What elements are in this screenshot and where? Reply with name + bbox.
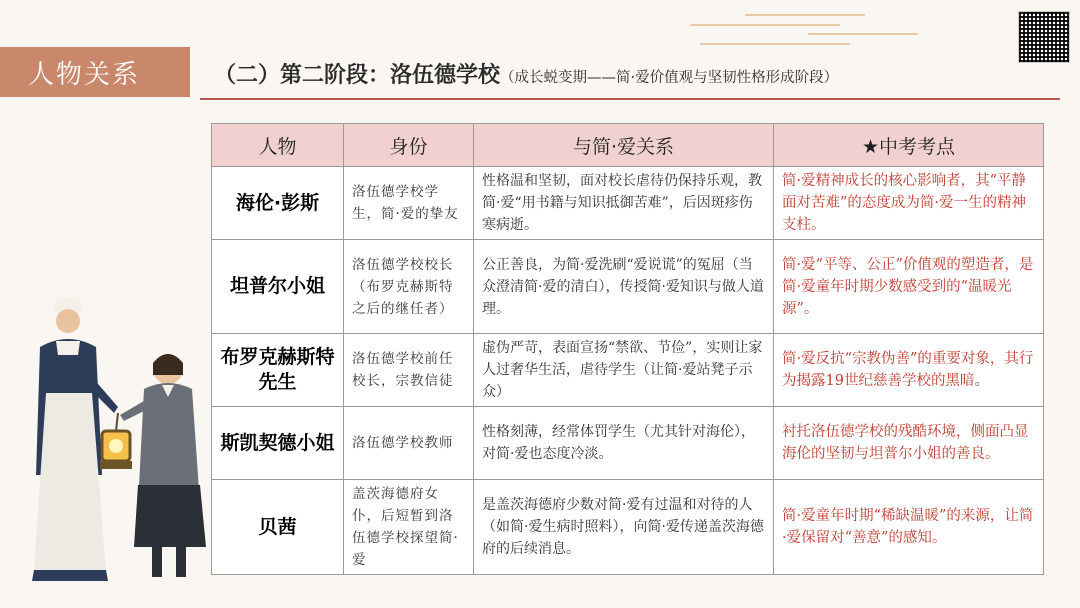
table-header-row	[212, 124, 1044, 167]
decorative-line	[690, 24, 840, 26]
qr-code-icon	[1018, 11, 1070, 63]
character-name: 布罗克赫斯特先生	[212, 334, 344, 407]
character-exam-point: 简·爱反抗“宗教伪善”的重要对象，其行为揭露19世纪慈善学校的黑暗。	[774, 334, 1044, 407]
table-row	[212, 167, 1044, 240]
table-row	[212, 407, 1044, 480]
character-name: 海伦·彭斯	[212, 167, 344, 240]
page-title	[214, 58, 1074, 89]
title-underline	[200, 98, 1060, 100]
character-identity: 盖茨海德府女仆，后短暂到洛伍德学校探望简·爱	[344, 480, 474, 575]
character-identity: 洛伍德学校前任校长，宗教信徒	[344, 334, 474, 407]
character-relation: 公正善良，为简·爱洗刷“爱说谎”的冤屈（当众澄清简·爱的清白），传授简·爱知识与做人道理。	[474, 240, 774, 334]
character-identity: 洛伍德学校学生，简·爱的挚友	[344, 167, 474, 240]
character-exam-point: 简·爱“平等、公正”价值观的塑造者，是简·爱童年时期少数感受到的“温暖光源”。	[774, 240, 1044, 334]
decorative-line	[700, 43, 850, 45]
title-subtitle: （成长蜕变期——简·爱价值观与坚韧性格形成阶段）	[500, 70, 839, 86]
character-name: 坦普尔小姐	[212, 240, 344, 334]
decorative-line	[808, 33, 918, 35]
title-main: （二）第二阶段：洛伍德学校	[214, 63, 501, 88]
character-relation: 性格刻薄，经常体罚学生（尤其针对海伦），对简·爱也态度冷淡。	[474, 407, 774, 480]
character-identity: 洛伍德学校校长（布罗克赫斯特之后的继任者）	[344, 240, 474, 334]
header-character: 人物	[212, 124, 344, 167]
decorative-line	[745, 14, 865, 16]
character-table	[211, 123, 1044, 575]
character-name: 斯凯契德小姐	[212, 407, 344, 480]
section-tag: 人物关系	[0, 47, 190, 97]
character-name: 贝茜	[212, 480, 344, 575]
table-row	[212, 240, 1044, 334]
character-relation: 性格温和坚韧，面对校长虐待仍保持乐观，教简·爱“用书籍与知识抵御苦难”，后因斑疹伤寒病逝。	[474, 167, 774, 240]
character-exam-point: 衬托洛伍德学校的残酷环境，侧面凸显海伦的坚韧与坦普尔小姐的善良。	[774, 407, 1044, 480]
character-exam-point: 简·爱童年时期“稀缺温暖”的来源，让简·爱保留对“善意”的感知。	[774, 480, 1044, 575]
illustration-nurse-and-child	[20, 285, 220, 595]
character-identity: 洛伍德学校教师	[344, 407, 474, 480]
character-relation: 是盖茨海德府少数对简·爱有过温和对待的人（如简·爱生病时照料），向简·爱传递盖茨海德府的后续消息。	[474, 480, 774, 575]
header-relation: 与简·爱关系	[474, 124, 774, 167]
header-exam-point: ★中考考点	[774, 124, 1044, 167]
character-relation: 虚伪严苛，表面宣扬“禁欲、节俭”，实则让家人过奢华生活，虐待学生（让简·爱站凳子示众）	[474, 334, 774, 407]
table-row	[212, 480, 1044, 575]
character-exam-point: 简·爱精神成长的核心影响者，其“平静面对苦难”的态度成为简·爱一生的精神支柱。	[774, 167, 1044, 240]
table-row	[212, 334, 1044, 407]
header-identity: 身份	[344, 124, 474, 167]
